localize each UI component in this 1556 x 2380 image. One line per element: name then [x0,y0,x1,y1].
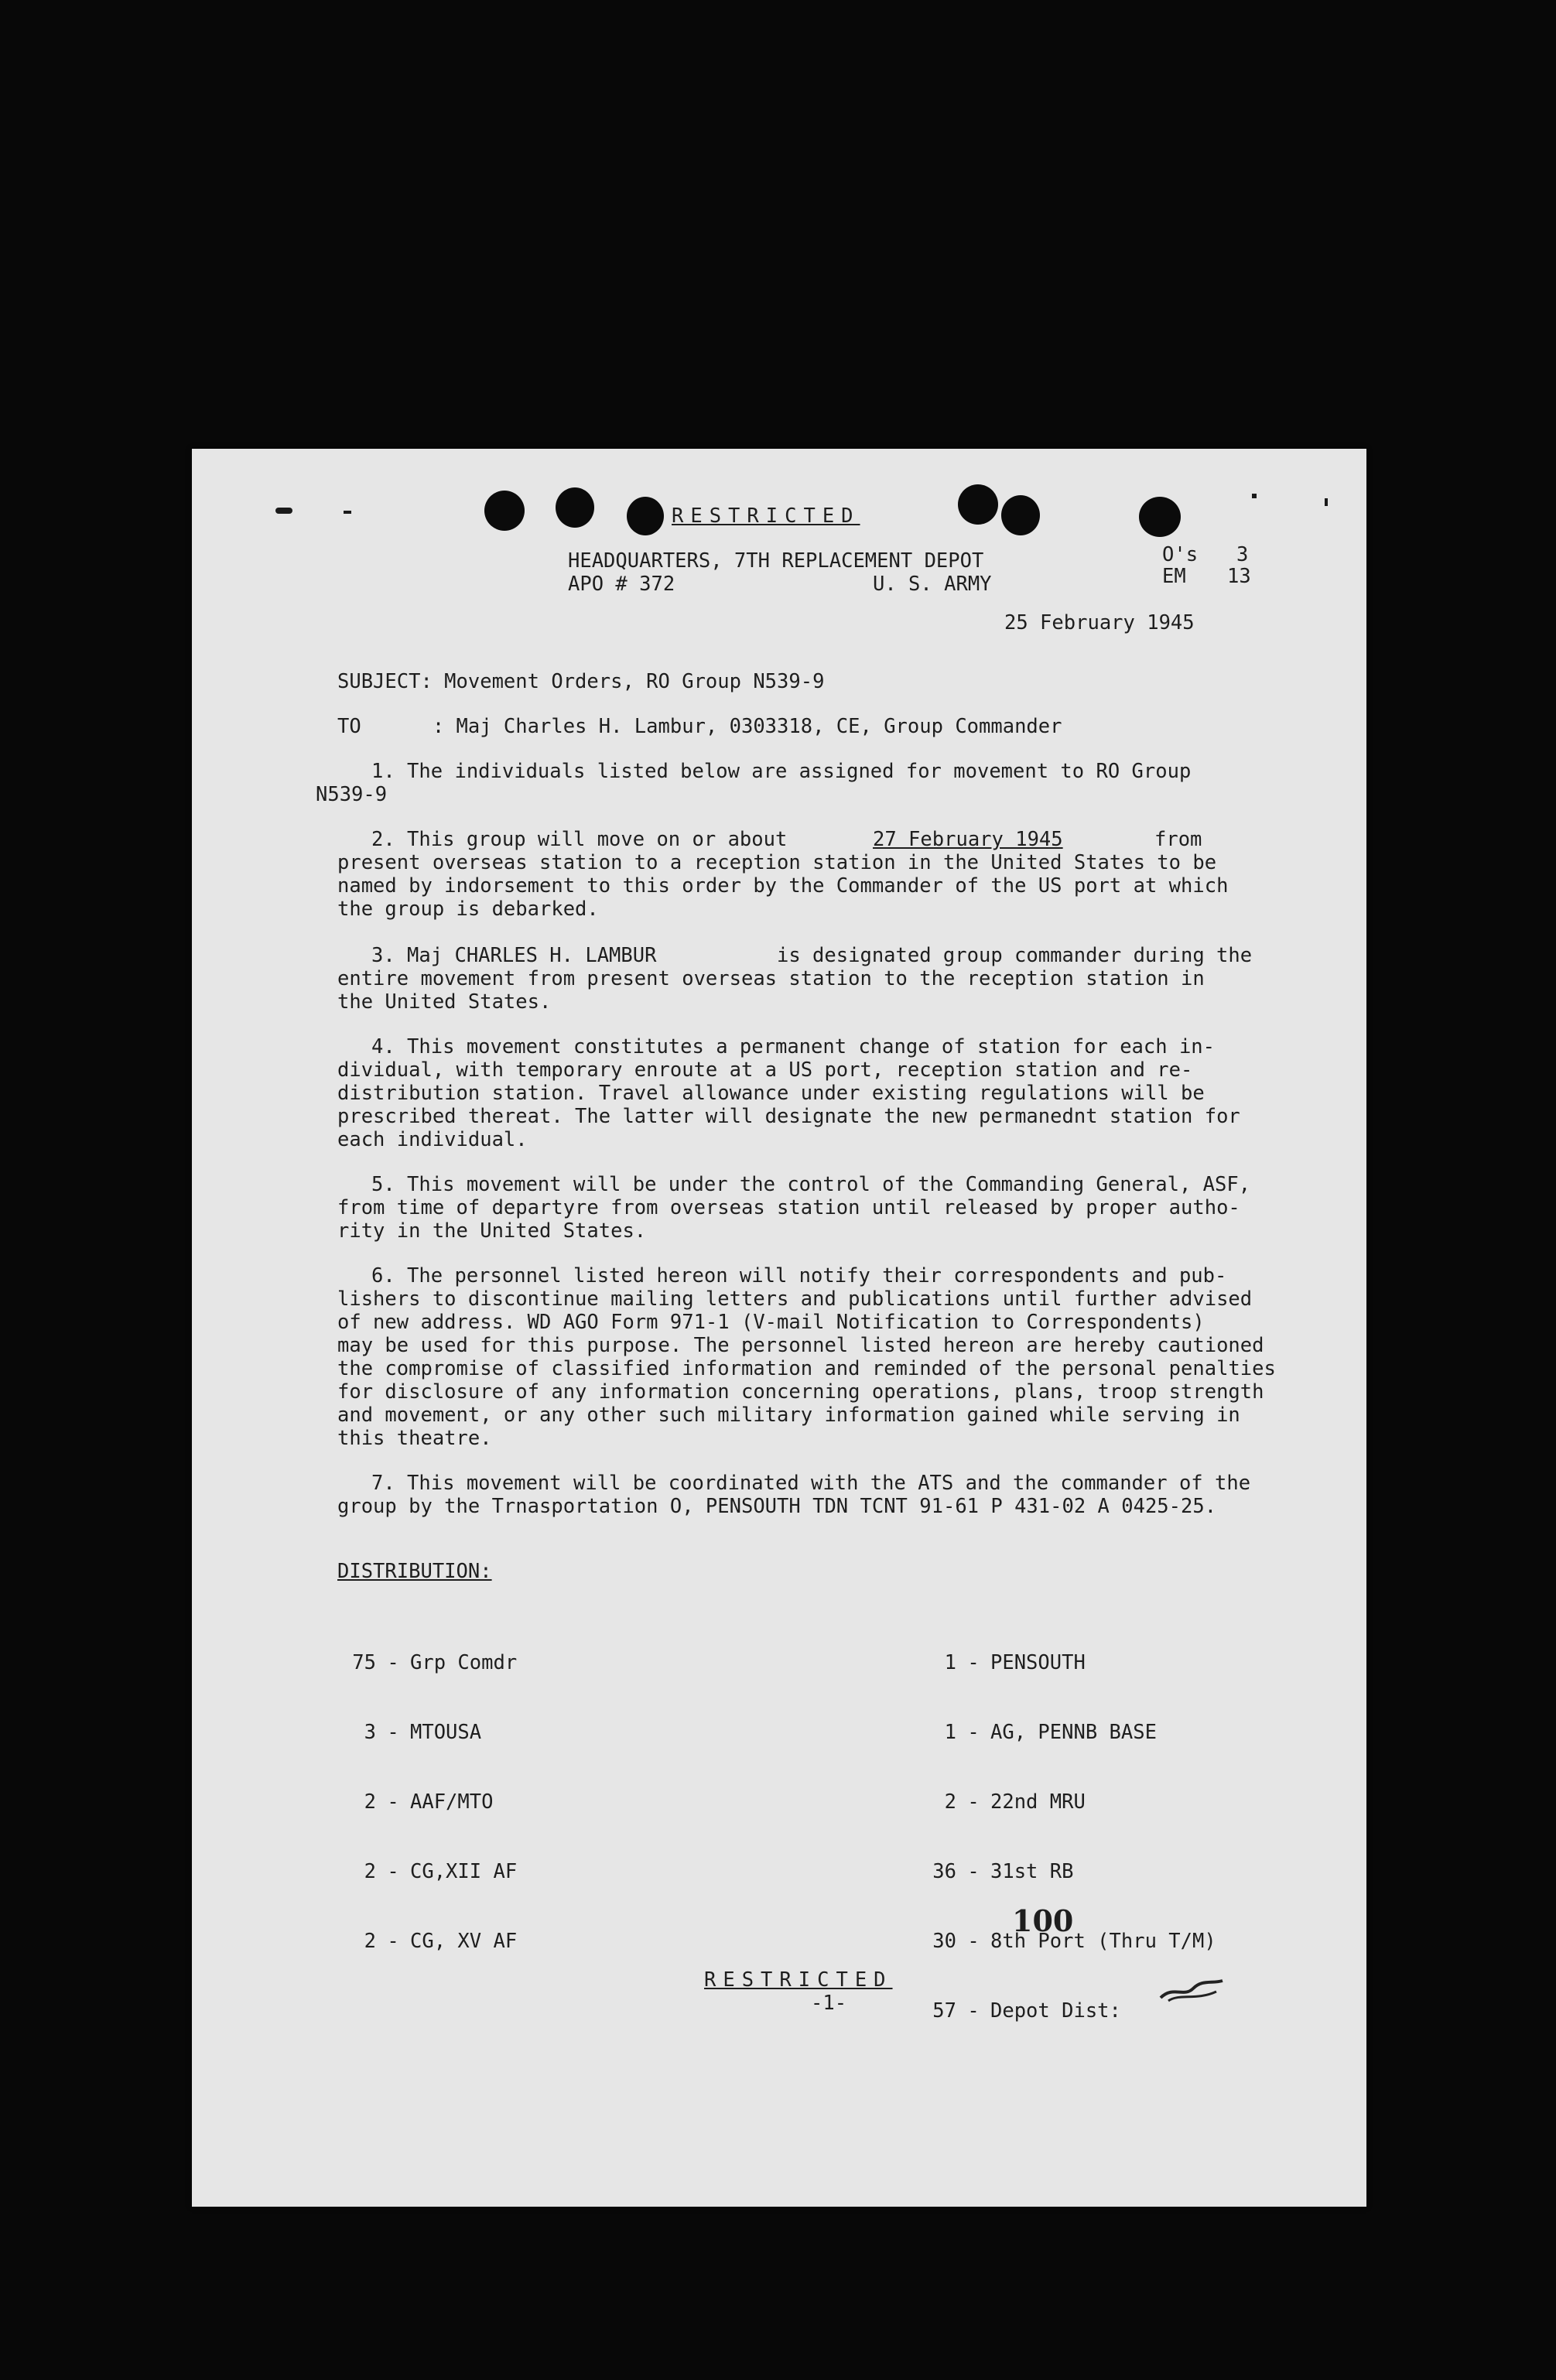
distribution-entry [331,1721,517,1744]
para-2-line: 2. This group will move on or about [371,828,788,851]
para-6-line: the compromise of classified information and reminded of the personal penalties [337,1357,1276,1380]
separator: - [967,1721,980,1744]
recipient: 31st RB [990,1860,1074,1883]
distribution-list-left [331,1605,517,1999]
copy-count: 36 [932,1860,956,1883]
para-5-line: from time of departyre from overseas station until released by proper autho- [337,1196,1240,1219]
recipient: PENSOUTH [990,1651,1086,1674]
recipient: 22nd MRU [990,1790,1086,1814]
para-6-line: of new address. WD AGO Form 971-1 (V-mail Notification to Correspondents) [337,1311,1205,1334]
ink-speck [1252,494,1257,498]
para-6-line: may be used for this purpose. The personnel listed hereon are hereby cautioned [337,1334,1264,1357]
para-2-line: the group is debarked. [337,898,599,921]
distribution-entry [911,1790,1216,1814]
para-6-line: and movement, or any other such military information gained while serving in [337,1404,1240,1427]
recipient: CG, XV AF [410,1930,518,1953]
distribution-heading: DISTRIBUTION: [337,1560,492,1583]
classification-header: RESTRICTED [672,504,860,528]
document-page [192,449,1366,2207]
copy-count: 1 [944,1721,956,1744]
movement-date: 27 February 1945 [873,828,1063,851]
classification-footer: RESTRICTED [704,1968,893,1992]
para-4-line: each individual. [337,1128,528,1151]
copy-count: 57 [932,1999,956,2023]
para-2-line: present overseas station to a reception station in the United States to be [337,851,1217,874]
copy-count: 2 [364,1790,376,1814]
para-6-line: 6. The personnel listed hereon will notify their correspondents and pub- [371,1264,1227,1287]
para-7-line: group by the Trnasportation O, PENSOUTH TDN TCNT 91-61 P 431-02 A 0425-25. [337,1495,1217,1518]
distribution-entry [331,1651,517,1674]
para-3-line: is designated group commander during the [777,944,1253,967]
separator: - [967,1651,980,1674]
para-6-line: lishers to discontinue mailing letters and publications until further advised [337,1287,1253,1311]
handwritten-mark [1158,1975,1227,2006]
punch-hole [556,487,594,528]
officer-count-value: 3 [1236,543,1249,566]
distribution-entry [331,1790,517,1814]
separator: - [967,1930,980,1953]
separator: - [967,1999,980,2023]
officer-count-label: O's [1162,543,1199,566]
order-date: 25 February 1945 [1004,611,1195,634]
army-label: U. S. ARMY [873,573,992,596]
recipient: Grp Comdr [410,1651,518,1674]
copy-count: 1 [944,1651,956,1674]
unit-name: HEADQUARTERS, 7TH REPLACEMENT DEPOT [568,549,984,573]
recipient: Depot Dist: [990,1999,1121,2023]
para-4-line: prescribed thereat. The latter will designate the new permanednt station for [337,1105,1240,1128]
subject-line: SUBJECT: Movement Orders, RO Group N539-9 [337,670,825,693]
distribution-entry [331,1860,517,1883]
separator: - [387,1860,399,1883]
copy-count: 2 [944,1790,956,1814]
recipient: AAF/MTO [410,1790,494,1814]
para-3-line: 3. Maj CHARLES H. LAMBUR [371,944,657,967]
ink-speck [344,511,351,514]
para-3-line: the United States. [337,990,552,1014]
para-3-line: entire movement from present overseas station to the reception station in [337,967,1205,990]
copy-count: 2 [364,1930,376,1953]
enlisted-count-label: EM [1162,565,1186,588]
para-2-line: from [1154,828,1202,851]
punch-hole [1001,495,1040,535]
para-6-line: this theatre. [337,1427,492,1450]
separator: - [387,1930,399,1953]
stamped-number: 100 [1012,1903,1074,1938]
enlisted-count-value: 13 [1227,565,1251,588]
punch-hole [627,497,664,535]
separator: - [387,1790,399,1814]
copy-count: 3 [364,1721,376,1744]
ink-speck [1325,498,1328,506]
copy-count: 30 [932,1930,956,1953]
para-4-line: dividual, with temporary enroute at a US port, reception station and re- [337,1058,1193,1082]
punch-hole [1139,497,1181,537]
para-5-line: 5. This movement will be under the control of the Commanding General, ASF, [371,1173,1251,1196]
distribution-entry [911,1721,1216,1744]
separator: - [967,1860,980,1883]
copy-count: 2 [364,1860,376,1883]
recipient: 8th Port (Thru T/M) [990,1930,1216,1953]
distribution-entry [911,1860,1216,1883]
punch-hole [484,491,525,531]
separator: - [387,1721,399,1744]
para-4-line: distribution station. Travel allowance under existing regulations will be [337,1082,1205,1105]
to-line: TO : Maj Charles H. Lambur, 0303318, CE, Group Commander [337,715,1062,738]
para-5-line: rity in the United States. [337,1219,647,1243]
para-6-line: for disclosure of any information concerning operations, plans, troop strength [337,1380,1264,1404]
recipient: MTOUSA [410,1721,482,1744]
recipient: CG,XII AF [410,1860,518,1883]
punch-hole [958,484,998,525]
para-1-line: N539-9 [316,783,388,806]
separator: - [967,1790,980,1814]
distribution-entry [911,1651,1216,1674]
copy-count: 75 [352,1651,376,1674]
recipient: AG, PENNB BASE [990,1721,1157,1744]
separator: - [387,1651,399,1674]
page-number: -1- [811,1992,847,2015]
ink-speck [275,508,292,514]
para-7-line: 7. This movement will be coordinated with the ATS and the commander of the [371,1472,1251,1495]
para-2-line: named by indorsement to this order by the Commander of the US port at which [337,874,1229,898]
para-4-line: 4. This movement constitutes a permanent change of station for each in- [371,1035,1216,1058]
apo-number: APO # 372 [568,573,675,596]
distribution-entry [331,1930,517,1953]
para-1-line: 1. The individuals listed below are assigned for movement to RO Group [371,760,1192,783]
